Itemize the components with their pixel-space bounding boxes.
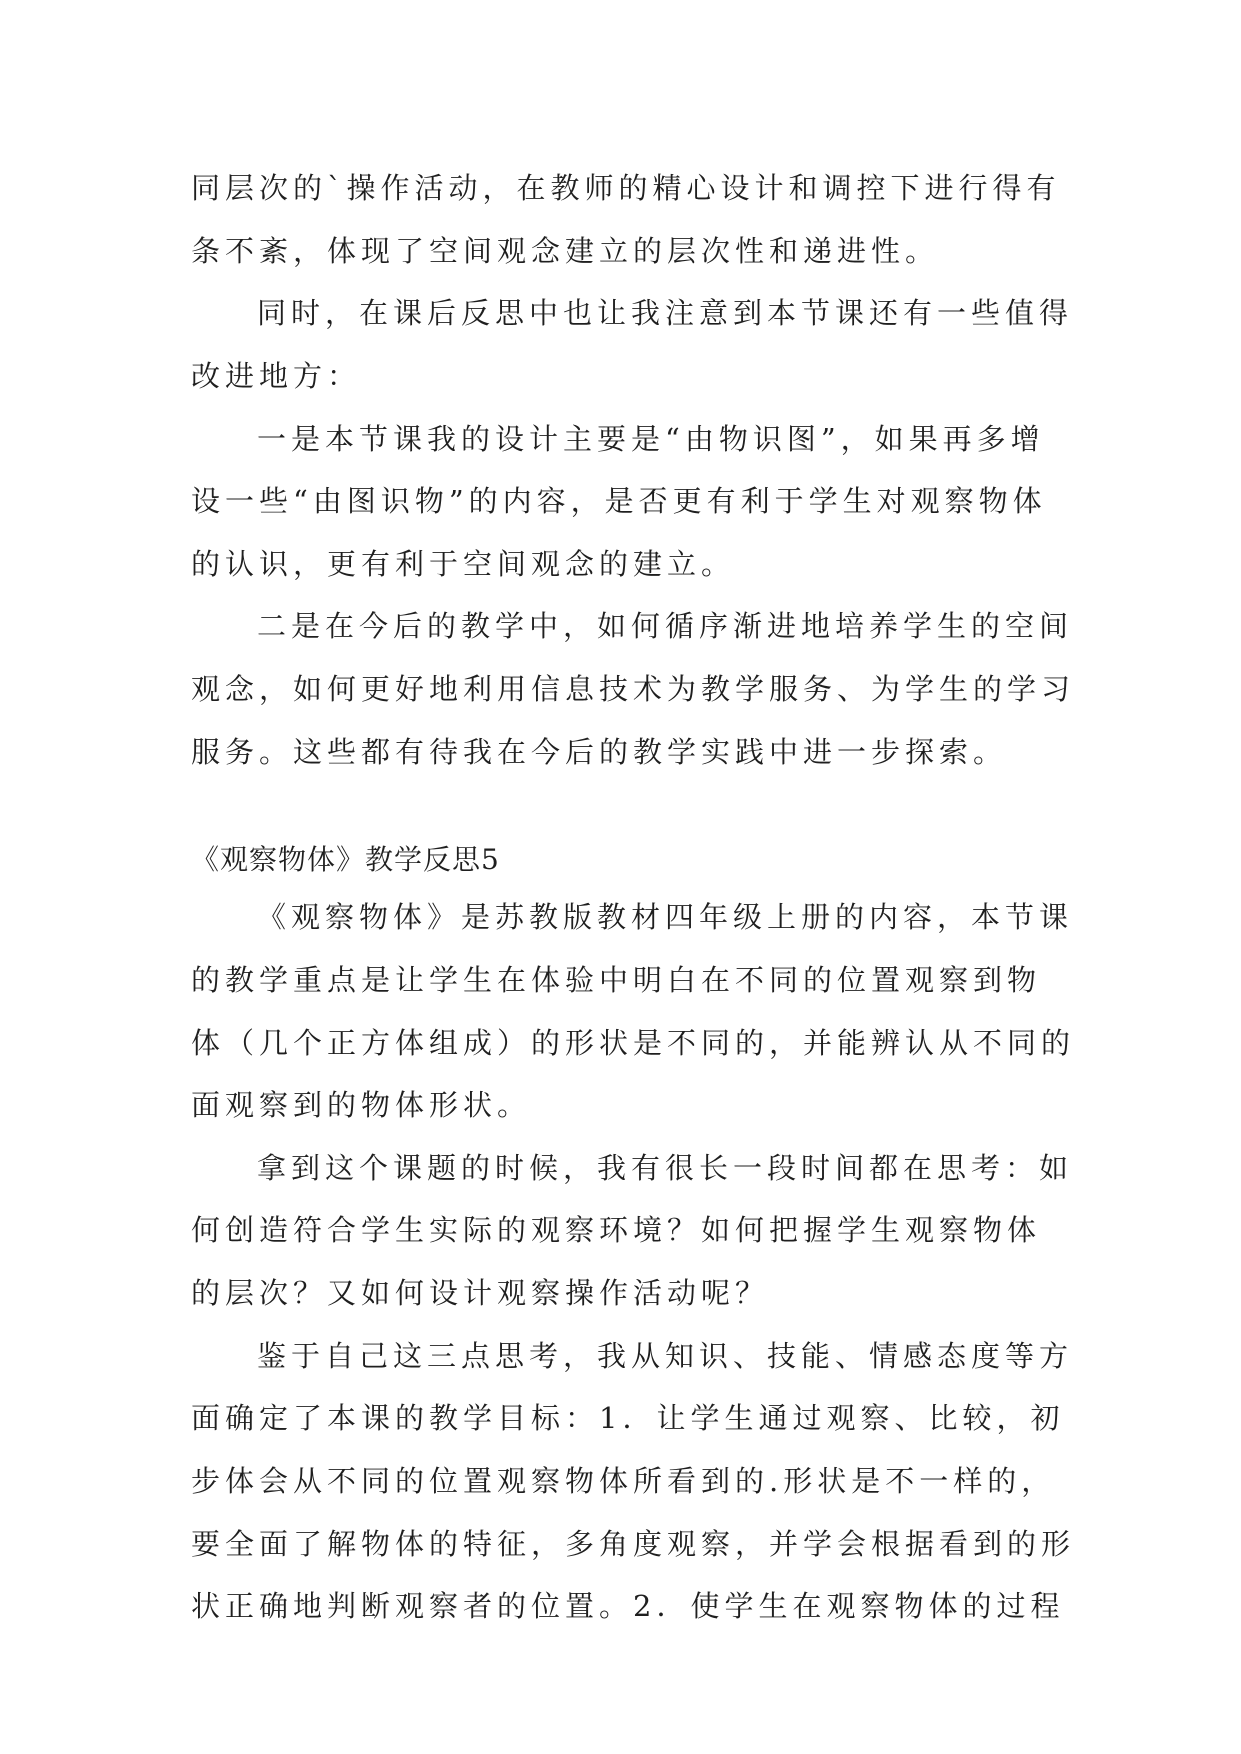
paragraph-line: 状正确地判断观察者的位置。2．使学生在观察物体的过程 — [191, 1589, 1065, 1623]
paragraph-line: 同时，在课后反思中也让我注意到本节课还有一些值得 — [257, 296, 1074, 330]
paragraph-line: 改进地方： — [191, 359, 362, 393]
paragraph-line: 要全面了解物体的特征，多角度观察，并学会根据看到的形 — [191, 1527, 1076, 1561]
paragraph-line: 面确定了本课的教学目标：1．让学生通过观察、比较，初 — [191, 1401, 1065, 1435]
paragraph-line: 鉴于自己这三点思考，我从知识、技能、情感态度等方 — [257, 1339, 1074, 1373]
paragraph-line: 步体会从不同的位置观察物体所看到的.形状是不一样的， — [191, 1464, 1056, 1498]
paragraph-line: 的认识，更有利于空间观念的建立。 — [191, 547, 736, 581]
paragraph-line: 同层次的`操作活动，在教师的精心设计和调控下进行得有 — [191, 171, 1061, 205]
paragraph-line: 的层次？又如何设计观察操作活动呢？ — [191, 1276, 770, 1310]
section-title: 《观察物体》教学反思5 — [191, 843, 500, 876]
paragraph-line: 一是本节课我的设计主要是“由物识图”，如果再多增 — [257, 422, 1045, 456]
paragraph-line: 面观察到的物体形状。 — [191, 1088, 532, 1122]
paragraph-line: 设一些“由图识物”的内容，是否更有利于学生对观察物体 — [191, 484, 1047, 518]
paragraph-line: 拿到这个课题的时候，我有很长一段时间都在思考：如 — [257, 1151, 1074, 1185]
paragraph-line: 体（几个正方体组成）的形状是不同的，并能辨认从不同的 — [191, 1026, 1076, 1060]
paragraph-line: 服务。这些都有待我在今后的教学实践中进一步探索。 — [191, 735, 1008, 769]
paragraph-line: 条不紊，体现了空间观念建立的层次性和递进性。 — [191, 234, 940, 268]
paragraph-line: 何创造符合学生实际的观察环境？如何把握学生观察物体 — [191, 1213, 1042, 1247]
paragraph-line: 二是在今后的教学中，如何循序渐进地培养学生的空间 — [257, 609, 1074, 643]
paragraph-line: 《观察物体》是苏教版教材四年级上册的内容，本节课 — [257, 900, 1074, 934]
paragraph-line: 观念，如何更好地利用信息技术为教学服务、为学生的学习 — [191, 672, 1076, 706]
paragraph-line: 的教学重点是让学生在体验中明白在不同的位置观察到物 — [191, 963, 1042, 997]
